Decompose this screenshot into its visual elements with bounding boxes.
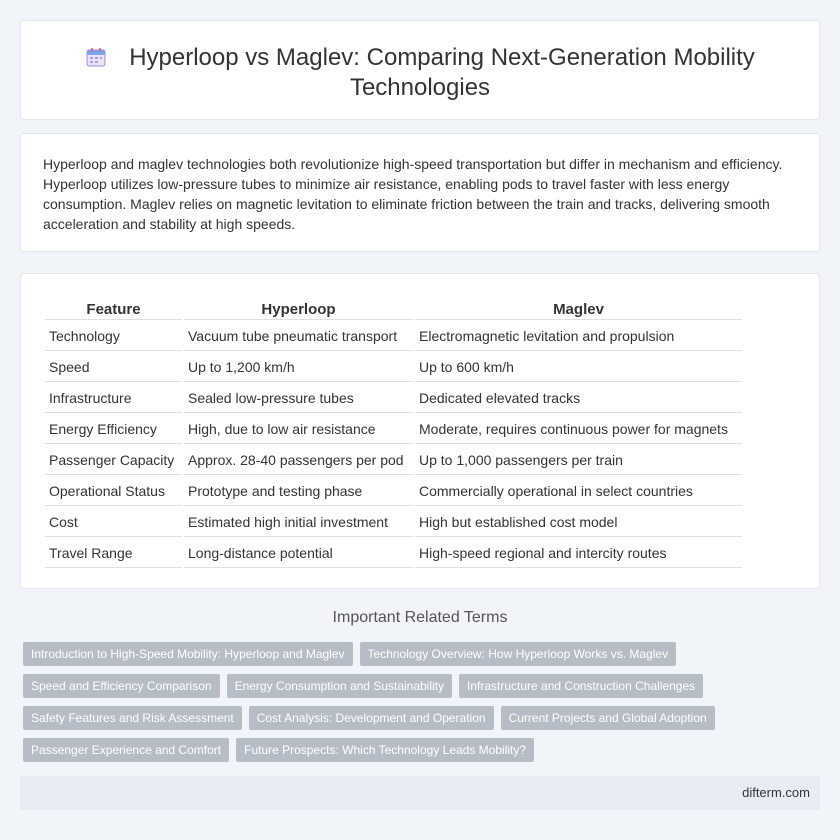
feature-cell: Speed: [45, 353, 182, 382]
hyperloop-cell: Long-distance potential: [184, 539, 413, 568]
related-term-tag[interactable]: Speed and Efficiency Comparison: [23, 674, 220, 698]
comparison-table: [43, 294, 744, 570]
hyperloop-cell: Sealed low-pressure tubes: [184, 384, 413, 413]
maglev-cell: High but established cost model: [415, 508, 742, 537]
hyperloop-cell: Prototype and testing phase: [184, 477, 413, 506]
footer-site[interactable]: difterm.com: [742, 785, 810, 800]
comparison-card: [20, 273, 820, 589]
related-terms-title: Important Related Terms: [332, 609, 508, 626]
maglev-cell: Up to 600 km/h: [415, 353, 742, 382]
hyperloop-cell: Vacuum tube pneumatic transport: [184, 322, 413, 351]
header-feature: Feature: [45, 296, 182, 320]
intro-card: [20, 133, 820, 252]
table-row: [45, 322, 742, 351]
title-line-1: Hyperloop vs Maglev: Comparing Next-Generation Mobility: [129, 44, 755, 71]
maglev-cell: Up to 1,000 passengers per train: [415, 446, 742, 475]
footer: [20, 776, 820, 810]
table-row: [45, 384, 742, 413]
page-title: [21, 43, 819, 103]
maglev-cell: Electromagnetic levitation and propulsion: [415, 322, 742, 351]
feature-cell: Energy Efficiency: [45, 415, 182, 444]
table-row: [45, 415, 742, 444]
feature-cell: Cost: [45, 508, 182, 537]
tag-row: [23, 738, 823, 762]
table-row: [45, 477, 742, 506]
table-row: [45, 539, 742, 568]
feature-cell: Passenger Capacity: [45, 446, 182, 475]
related-term-tag[interactable]: Infrastructure and Construction Challenges: [459, 674, 703, 698]
related-terms-tags: [23, 642, 823, 770]
hyperloop-cell: Approx. 28-40 passengers per pod: [184, 446, 413, 475]
calendar-icon: [85, 46, 107, 68]
related-term-tag[interactable]: Technology Overview: How Hyperloop Works vs. Maglev: [360, 642, 677, 666]
related-term-tag[interactable]: Future Prospects: Which Technology Leads Mobility?: [236, 738, 534, 762]
hyperloop-cell: Estimated high initial investment: [184, 508, 413, 537]
maglev-cell: Commercially operational in select countries: [415, 477, 742, 506]
related-term-tag[interactable]: Cost Analysis: Development and Operation: [249, 706, 494, 730]
tag-row: [23, 674, 823, 698]
title-line-2: Technologies: [349, 74, 491, 101]
header-card: [20, 20, 820, 120]
intro-text: Hyperloop and maglev technologies both revolutionize high-speed transportation but differ in mechanism and efficiency. Hyperloop utilizes low-pressure tubes to minimize air resistance, enabling pods to travel faster with less energy consumption. Maglev relies on magnetic levitation to eliminate friction between the train and tracks, delivering smooth acceleration and stability at high speeds.: [43, 156, 783, 232]
hyperloop-cell: High, due to low air resistance: [184, 415, 413, 444]
table-row: [45, 446, 742, 475]
tag-row: [23, 642, 823, 666]
maglev-cell: Dedicated elevated tracks: [415, 384, 742, 413]
table-row: [45, 353, 742, 382]
related-term-tag[interactable]: Introduction to High-Speed Mobility: Hyperloop and Maglev: [23, 642, 353, 666]
related-term-tag[interactable]: Current Projects and Global Adoption: [501, 706, 715, 730]
feature-cell: Operational Status: [45, 477, 182, 506]
feature-cell: Technology: [45, 322, 182, 351]
feature-cell: Infrastructure: [45, 384, 182, 413]
maglev-cell: Moderate, requires continuous power for magnets: [415, 415, 742, 444]
feature-cell: Travel Range: [45, 539, 182, 568]
related-term-tag[interactable]: Safety Features and Risk Assessment: [23, 706, 242, 730]
header-hyperloop: Hyperloop: [184, 296, 413, 320]
maglev-cell: High-speed regional and intercity routes: [415, 539, 742, 568]
hyperloop-cell: Up to 1,200 km/h: [184, 353, 413, 382]
tag-row: [23, 706, 823, 730]
header-maglev: Maglev: [415, 296, 742, 320]
related-term-tag[interactable]: Energy Consumption and Sustainability: [227, 674, 452, 698]
related-term-tag[interactable]: Passenger Experience and Comfort: [23, 738, 229, 762]
table-header-row: [45, 296, 742, 320]
table-row: [45, 508, 742, 537]
